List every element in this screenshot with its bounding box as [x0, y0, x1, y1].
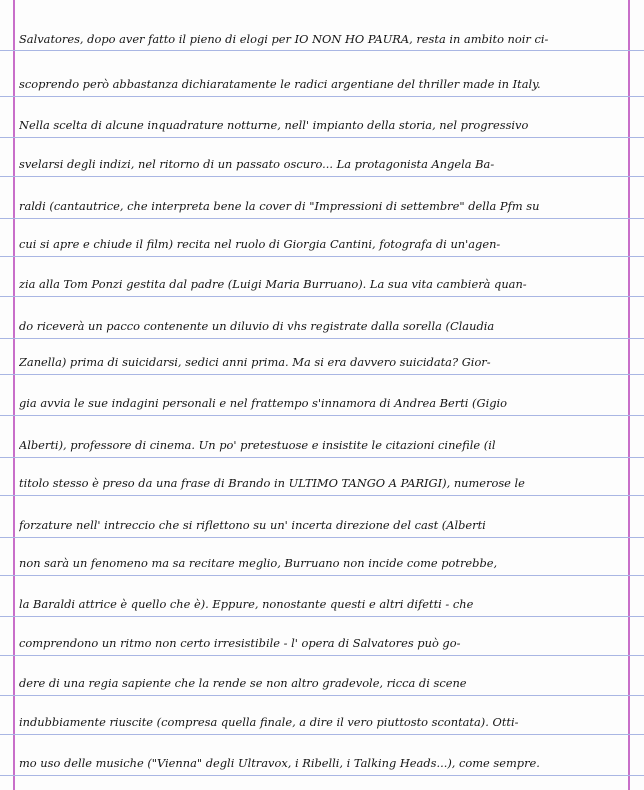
left-margin-line [13, 0, 15, 790]
handwritten-line: la Baraldi attrice è quello che è). Eppure, nonostante questi e altri difetti - che [19, 597, 474, 611]
handwritten-line: cui si apre e chiude il film) recita nel ruolo di Giorgia Cantini, fotografa di un'agen- [19, 237, 501, 251]
handwritten-line: Nella scelta di alcune inquadrature notturne, nell' impianto della storia, nel progressivo [19, 118, 529, 132]
handwritten-line: raldi (cantautrice, che interpreta bene la cover di "Impressioni di settembre" della Pfm su [19, 199, 540, 213]
handwritten-line: do riceverà un pacco contenente un diluvio di vhs registrate dalla sorella (Claudia [19, 319, 495, 333]
right-margin-line [628, 0, 630, 790]
handwritten-line: titolo stesso è preso da una frase di Brando in ULTIMO TANGO A PARIGI), numerose le [19, 476, 525, 490]
handwritten-line: Salvatores, dopo aver fatto il pieno di elogi per IO NON HO PAURA, resta in ambito noir ci- [19, 32, 549, 46]
handwritten-line: gia avvia le sue indagini personali e nel frattempo s'innamora di Andrea Berti (Gigio [19, 396, 508, 410]
handwritten-line: zia alla Tom Ponzi gestita dal padre (Luigi Maria Burruano). La sua vita cambierà quan- [19, 277, 527, 291]
handwritten-line: Zanella) prima di suicidarsi, sedici anni prima. Ma si era davvero suicidata? Gior- [19, 355, 491, 369]
handwritten-line: dere di una regia sapiente che la rende se non altro gradevole, ricca di scene [19, 676, 467, 690]
handwritten-line: comprendono un ritmo non certo irresistibile - l' opera di Salvatores può go- [19, 636, 461, 650]
handwritten-line: scoprendo però abbastanza dichiaratamente le radici argentiane del thriller made in Italy. [19, 77, 541, 91]
handwritten-line: Alberti), professore di cinema. Un po' pretestuose e insistite le citazioni cinefile (il [19, 438, 496, 452]
handwritten-line: indubbiamente riuscite (compresa quella finale, a dire il vero piuttosto scontata). Otti- [19, 715, 519, 729]
handwritten-line: non sarà un fenomeno ma sa recitare meglio, Burruano non incide come potrebbe, [19, 556, 498, 570]
handwritten-line: mo uso delle musiche ("Vienna" degli Ultravox, i Ribelli, i Talking Heads...), come sempre. [19, 756, 540, 770]
handwritten-line: svelarsi degli indizi, nel ritorno di un passato oscuro... La protagonista Angela Ba- [19, 157, 495, 171]
handwritten-line: forzature nell' intreccio che si riflettono su un' incerta direzione del cast (Alberti [19, 518, 486, 532]
